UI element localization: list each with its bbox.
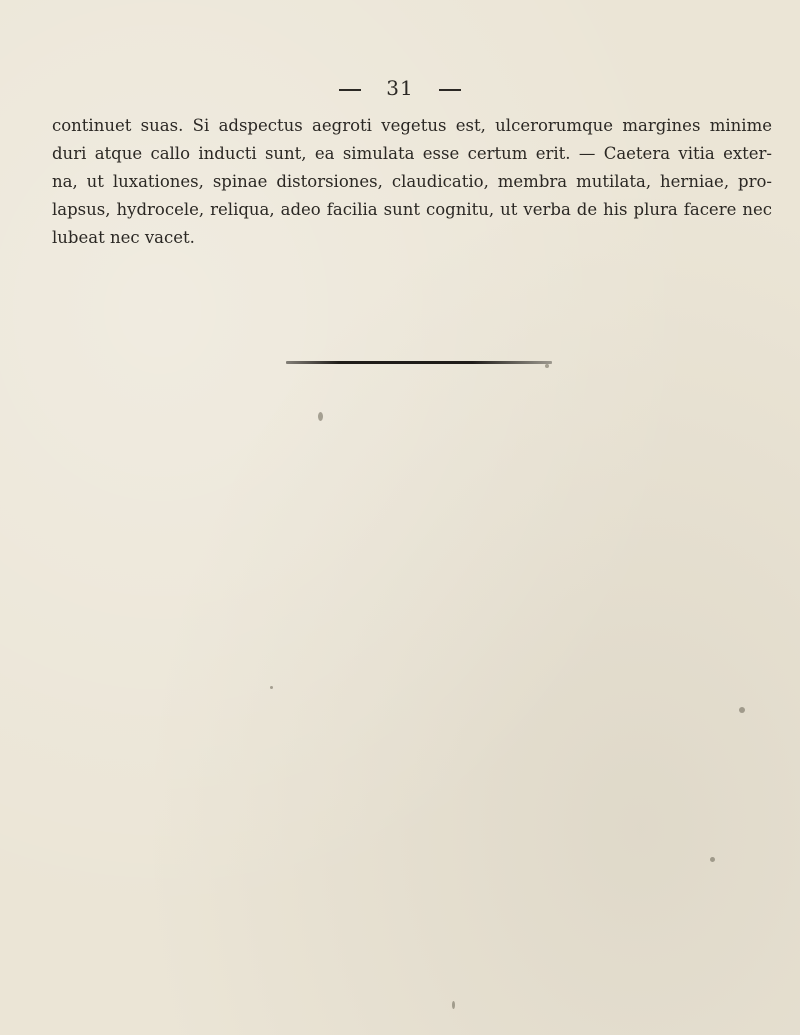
text-line: na, ut luxationes, spinae distorsiones, claudicatio, membra mutilata, herniae, pro- bbox=[52, 172, 772, 191]
page-number: 31 bbox=[386, 76, 414, 100]
paper-speck bbox=[270, 686, 273, 689]
header-dash-left bbox=[339, 89, 361, 91]
paper-speck bbox=[545, 364, 549, 368]
paper-speck bbox=[318, 412, 323, 421]
paper-speck bbox=[452, 1001, 455, 1009]
text-line: continuet suas. Si adspectus aegroti vegetus est, ulcerorumque margines minime bbox=[52, 116, 772, 135]
paper-speck bbox=[710, 857, 715, 862]
text-line: duri atque callo inducti sunt, ea simulata esse certum erit. — Caetera vitia exter- bbox=[52, 144, 772, 163]
body-text bbox=[52, 112, 772, 252]
header-dash-right bbox=[439, 89, 461, 91]
page-header bbox=[0, 76, 800, 100]
text-line: lapsus, hydrocele, reliqua, adeo facilia sunt cognitu, ut verba de his plura facere nec bbox=[52, 200, 772, 219]
section-divider-rule bbox=[286, 361, 552, 364]
paper-speck bbox=[739, 707, 745, 713]
text-line: lubeat nec vacet. bbox=[52, 228, 195, 247]
